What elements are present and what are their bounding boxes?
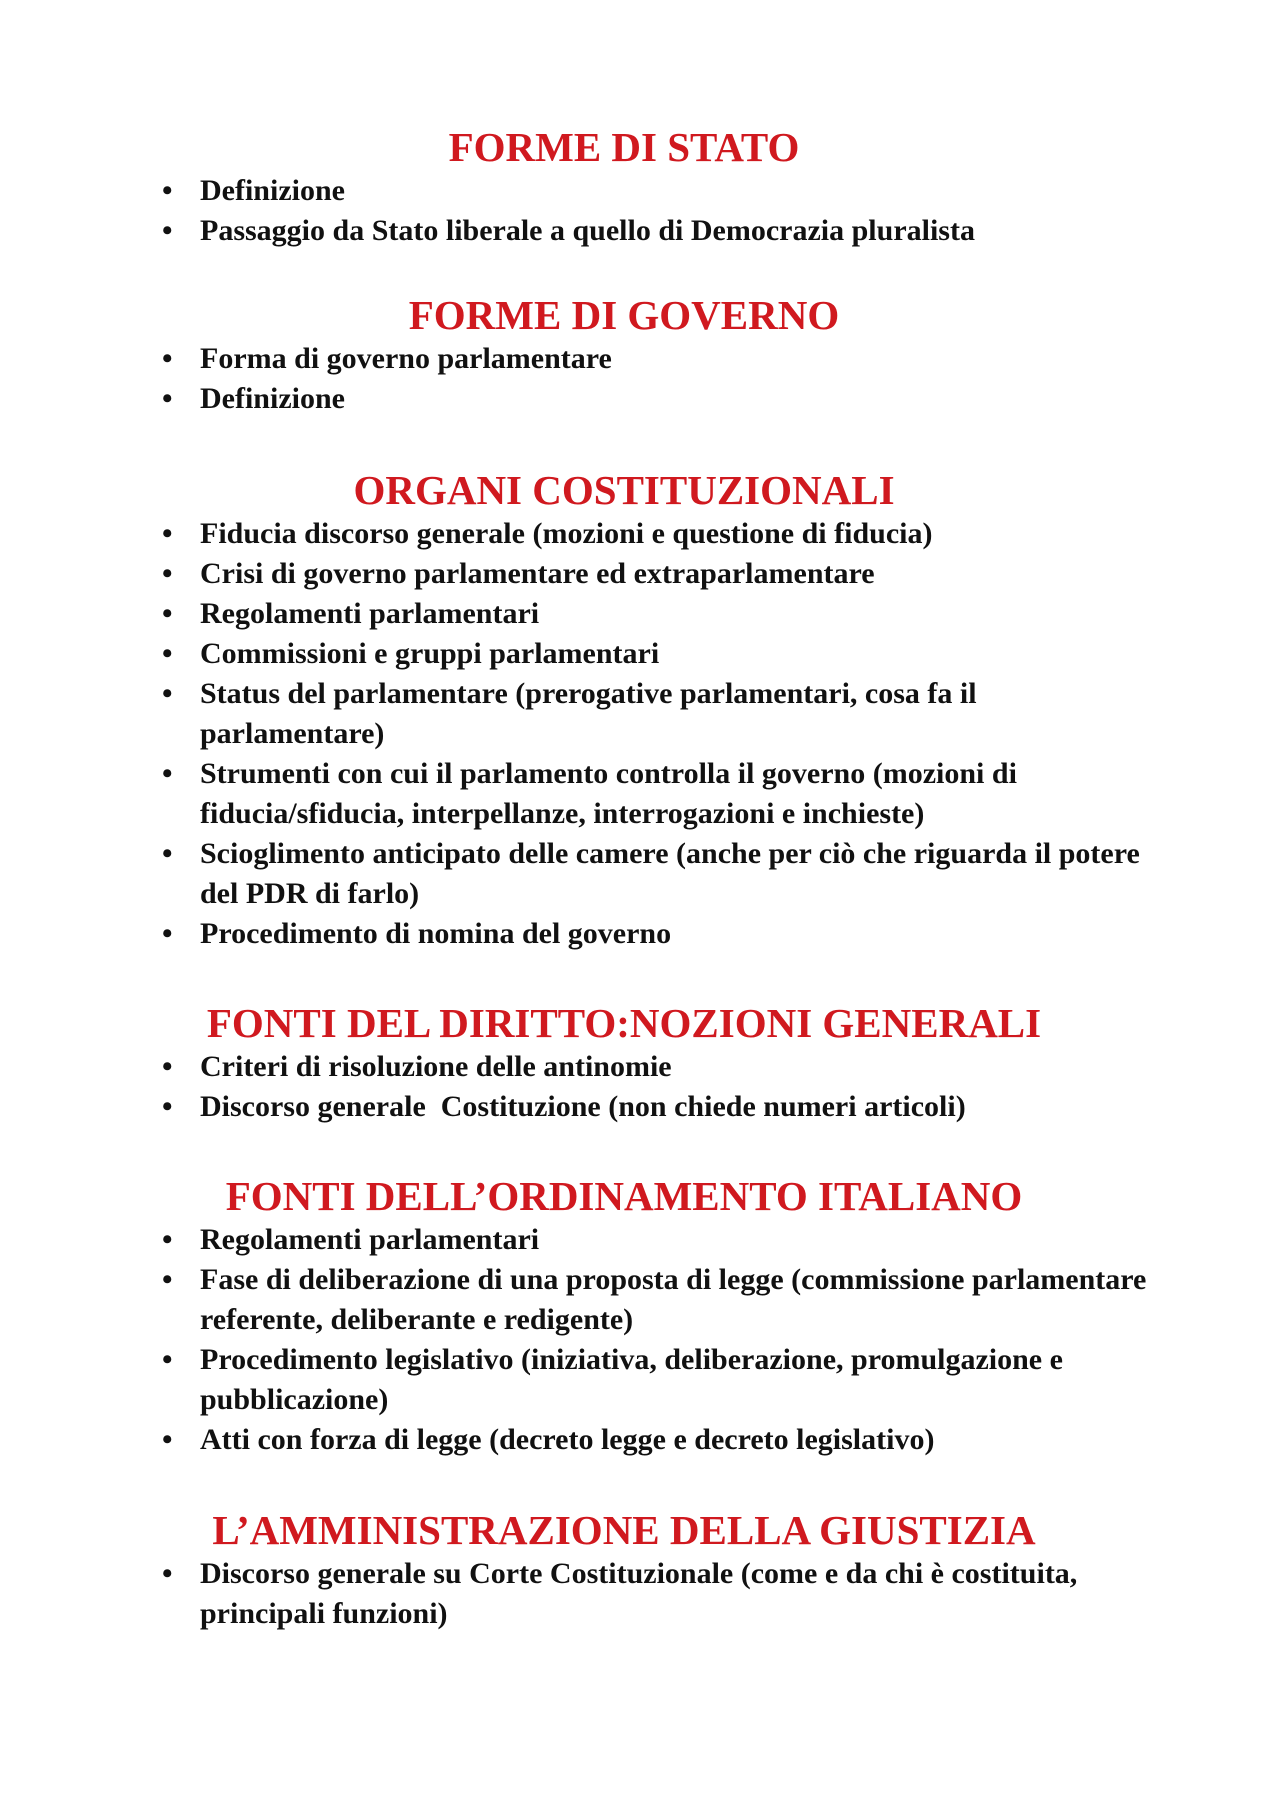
list-item bbox=[160, 171, 1160, 211]
list-item-text: Crisi di governo parlamentare ed extraparlamentare bbox=[200, 557, 875, 590]
list-item bbox=[160, 594, 1160, 634]
section-heading: FORME DI GOVERNO bbox=[408, 292, 840, 338]
bullet-icon: • bbox=[162, 1090, 173, 1123]
bullet-icon: • bbox=[162, 1263, 173, 1296]
list-item bbox=[160, 634, 1160, 674]
list-item-text: Regolamenti parlamentari bbox=[200, 597, 540, 630]
list-item bbox=[160, 674, 1160, 754]
list-item-text: Discorso generale Costituzione (non chiede numeri articoli) bbox=[200, 1090, 966, 1123]
bullet-icon: • bbox=[162, 637, 173, 670]
bullet-list bbox=[160, 1220, 1160, 1460]
bullet-icon: • bbox=[162, 1557, 173, 1590]
bullet-icon: • bbox=[162, 677, 173, 710]
list-item-text: Forma di governo parlamentare bbox=[200, 342, 612, 375]
section-amministrazione-giustizia bbox=[160, 1506, 1160, 1634]
list-item-text: Procedimento di nomina del governo bbox=[200, 917, 672, 950]
section-heading: FONTI DELL’ORDINAMENTO ITALIANO bbox=[225, 1173, 1023, 1219]
bullet-icon: • bbox=[162, 917, 173, 950]
bullet-icon: • bbox=[162, 174, 173, 207]
list-item bbox=[160, 379, 1160, 419]
list-item-text: Regolamenti parlamentari bbox=[200, 1223, 540, 1256]
list-item bbox=[160, 1220, 1160, 1260]
bullet-icon: • bbox=[162, 1423, 173, 1456]
list-item-text: Passaggio da Stato liberale a quello di Democrazia pluralista bbox=[200, 214, 975, 247]
list-item bbox=[160, 1340, 1160, 1420]
bullet-icon: • bbox=[162, 757, 173, 790]
list-item-text: Definizione bbox=[200, 174, 345, 207]
list-item-text: Atti con forza di legge (decreto legge e decreto legislativo) bbox=[200, 1423, 935, 1456]
list-item-text: Criteri di risoluzione delle antinomie bbox=[200, 1050, 672, 1083]
bullet-list bbox=[160, 339, 1160, 419]
list-item bbox=[160, 1420, 1160, 1460]
section-organi-costituzionali bbox=[160, 466, 1160, 954]
section-forme-di-governo bbox=[160, 291, 1160, 419]
section-forme-di-stato bbox=[160, 123, 1160, 251]
list-item bbox=[160, 1554, 1160, 1634]
list-item bbox=[160, 514, 1160, 554]
list-item-text: Commissioni e gruppi parlamentari bbox=[200, 637, 660, 670]
bullet-icon: • bbox=[162, 837, 173, 870]
section-heading: FONTI DEL DIRITTO:NOZIONI GENERALI bbox=[206, 1000, 1042, 1046]
bullet-icon: • bbox=[162, 382, 173, 415]
bullet-icon: • bbox=[162, 517, 173, 550]
list-item-text: Scioglimento anticipato delle camere (anche per ciò che riguarda il potere del PDR di farlo) bbox=[200, 837, 1140, 910]
list-item-text: Strumenti con cui il parlamento controlla il governo (mozioni di fiducia/sfiducia, interpellanze, interrogazioni e inchieste) bbox=[200, 757, 1017, 830]
section-heading: L’AMMINISTRAZIONE DELLA GIUSTIZIA bbox=[212, 1507, 1036, 1553]
list-item bbox=[160, 211, 1160, 251]
list-item bbox=[160, 1260, 1160, 1340]
bullet-icon: • bbox=[162, 1223, 173, 1256]
list-item bbox=[160, 1087, 1160, 1127]
section-heading: FORME DI STATO bbox=[448, 124, 800, 170]
list-item-text: Status del parlamentare (prerogative parlamentari, cosa fa il parlamentare) bbox=[200, 677, 977, 750]
bullet-icon: • bbox=[162, 342, 173, 375]
list-item bbox=[160, 554, 1160, 594]
bullet-icon: • bbox=[162, 214, 173, 247]
list-item bbox=[160, 1047, 1160, 1087]
list-item bbox=[160, 834, 1160, 914]
section-fonti-ordinamento-italiano bbox=[160, 1172, 1160, 1460]
list-item bbox=[160, 339, 1160, 379]
section-fonti-del-diritto bbox=[160, 999, 1160, 1127]
bullet-list bbox=[160, 1047, 1160, 1127]
list-item-text: Fiducia discorso generale (mozioni e questione di fiducia) bbox=[200, 517, 933, 550]
bullet-icon: • bbox=[162, 597, 173, 630]
list-item-text: Fase di deliberazione di una proposta di legge (commissione parlamentare referente, deliberante e redigente) bbox=[200, 1263, 1147, 1336]
bullet-icon: • bbox=[162, 1343, 173, 1376]
bullet-icon: • bbox=[162, 557, 173, 590]
list-item-text: Discorso generale su Corte Costituzionale (come e da chi è costituita, principali funzioni) bbox=[200, 1557, 1078, 1630]
list-item-text: Procedimento legislativo (iniziativa, deliberazione, promulgazione e pubblicazione) bbox=[200, 1343, 1063, 1416]
bullet-list bbox=[160, 514, 1160, 954]
bullet-list bbox=[160, 171, 1160, 251]
list-item-text: Definizione bbox=[200, 382, 345, 415]
bullet-icon: • bbox=[162, 1050, 173, 1083]
list-item bbox=[160, 754, 1160, 834]
list-item bbox=[160, 914, 1160, 954]
section-heading: ORGANI COSTITUZIONALI bbox=[353, 467, 895, 513]
bullet-list bbox=[160, 1554, 1160, 1634]
